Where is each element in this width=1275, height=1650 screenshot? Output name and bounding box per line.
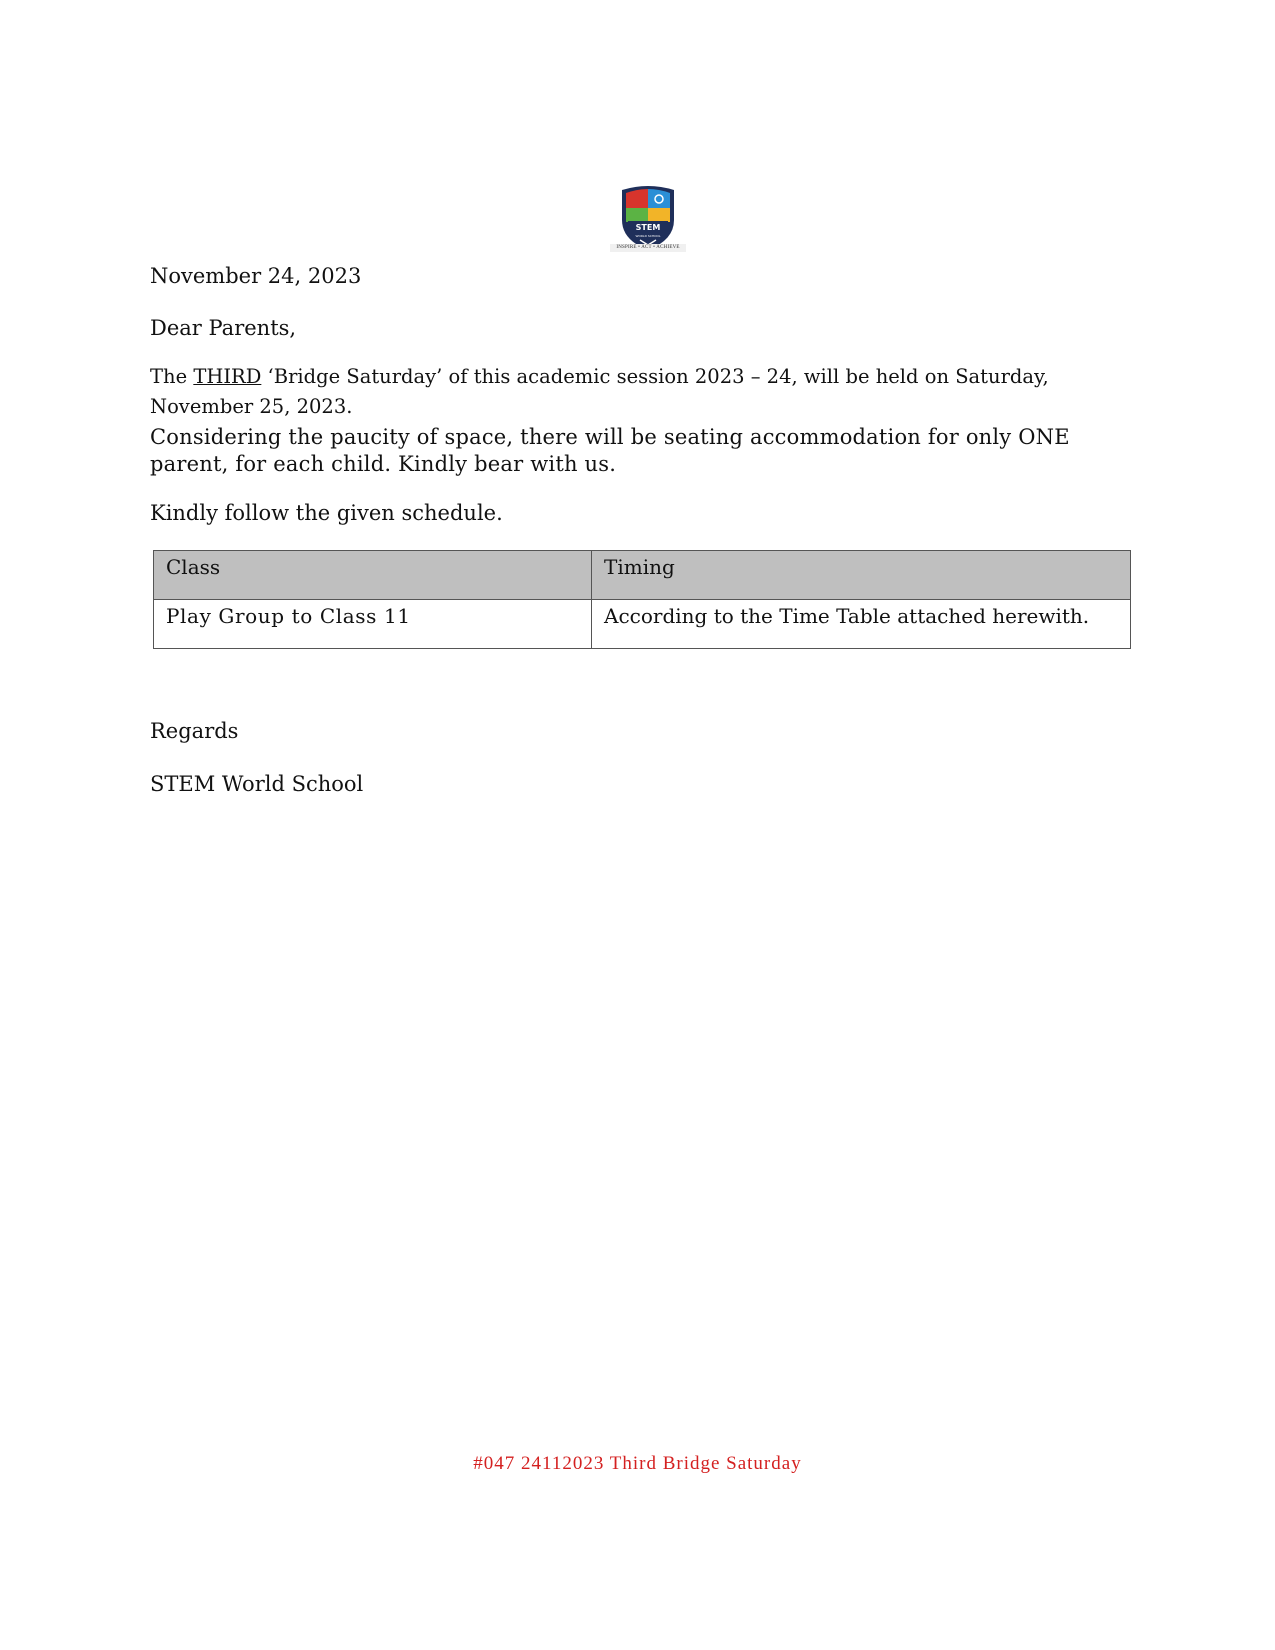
announcement-prefix: The <box>150 365 194 388</box>
letter-date: November 24, 2023 <box>150 264 362 288</box>
logo-caption: INSPIRE • ACT • ACHIEVE <box>610 244 686 252</box>
table-header-class: Class <box>154 551 592 600</box>
table-row <box>154 600 1131 649</box>
schedule-intro: Kindly follow the given schedule. <box>150 501 503 525</box>
signoff: STEM World School <box>150 772 364 796</box>
table-cell-class: Play Group to Class 11 <box>154 600 592 649</box>
announcement-suffix: ‘Bridge Saturday’ of this academic session 2023 – 24, will be held on Saturday, November 25, 2023. <box>150 365 1049 418</box>
salutation: Dear Parents, <box>150 316 297 340</box>
closing-regards: Regards <box>150 719 239 743</box>
table-cell-timing: According to the Time Table attached herewith. <box>592 600 1131 649</box>
logo-subtext: WORLD SCHOOL <box>635 234 661 238</box>
seating-paragraph: Considering the paucity of space, there will be seating accommodation for only ONE parent, for each child. Kindly bear with us. <box>150 425 1070 476</box>
table-header-timing: Timing <box>592 551 1131 600</box>
footer-reference: #047 24112023 Third Bridge Saturday <box>473 1453 802 1474</box>
announcement-emphasis: THIRD <box>193 365 262 388</box>
table-header-row <box>154 551 1131 600</box>
announcement-paragraph <box>150 362 1150 422</box>
logo-text: STEM <box>635 223 661 232</box>
schedule-table <box>153 550 1131 649</box>
